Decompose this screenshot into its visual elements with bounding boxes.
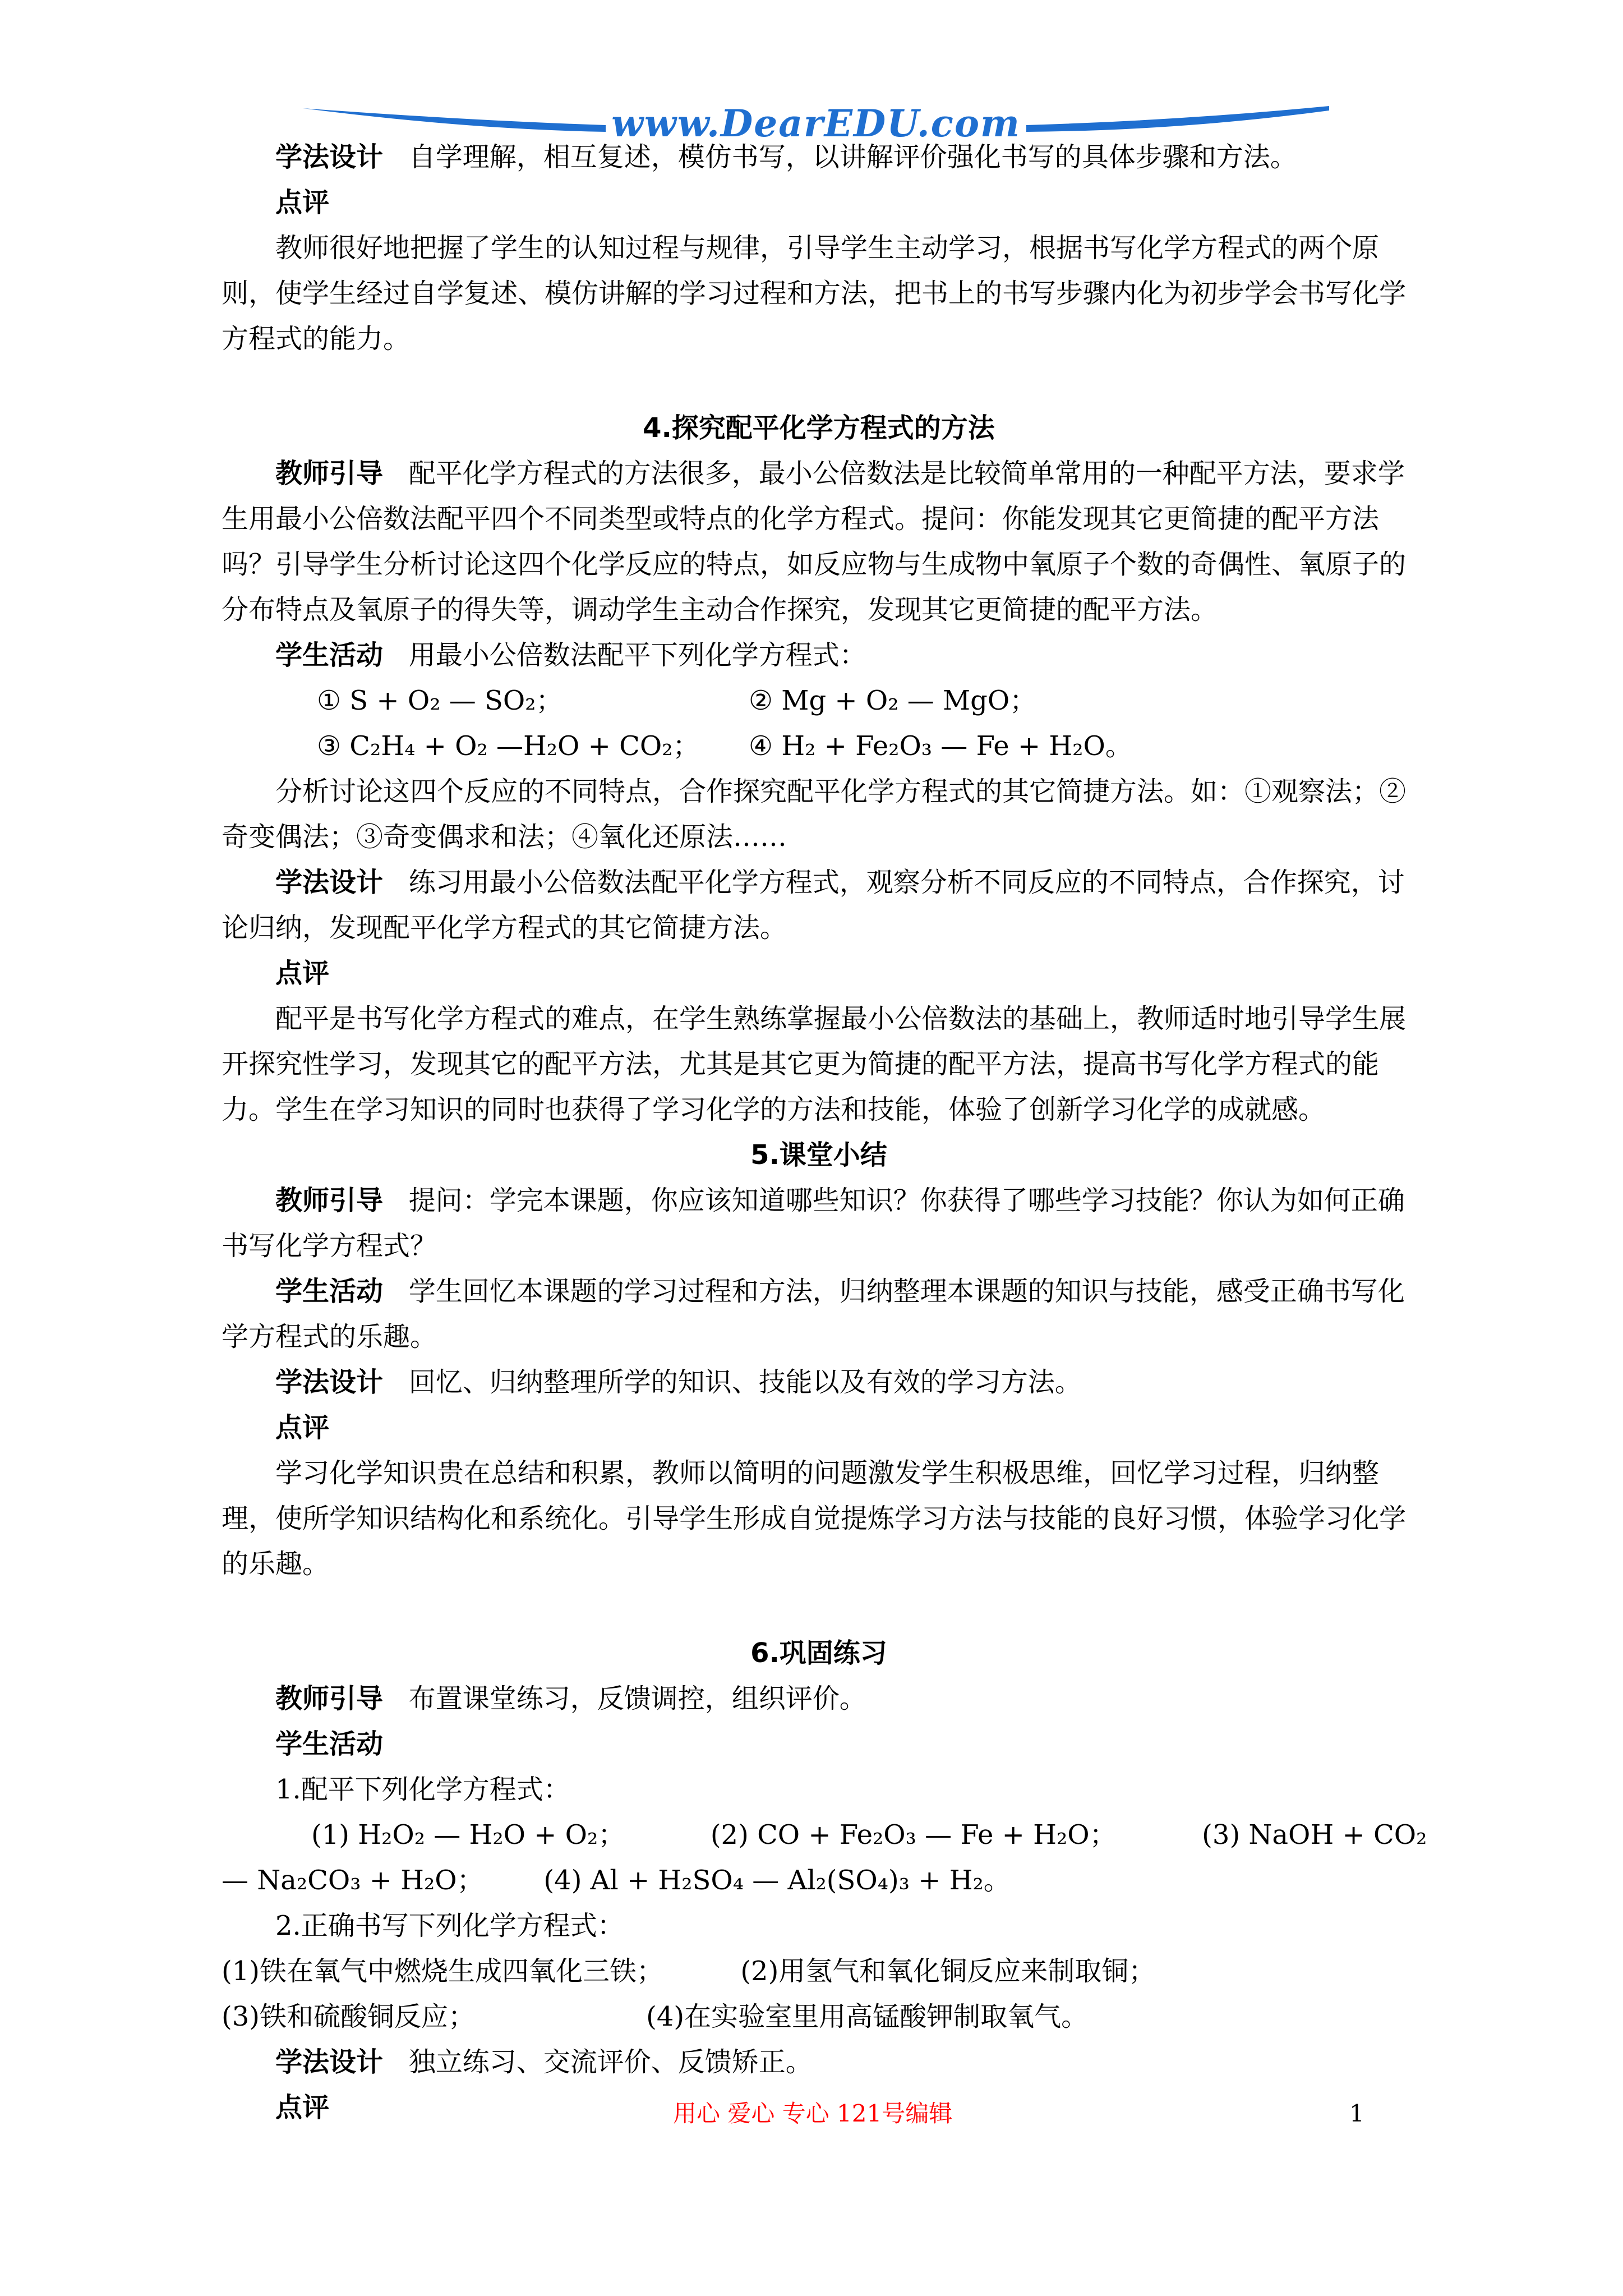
equation-4: ④ H₂ + Fe₂O₃ — Fe + H₂O。	[749, 730, 1132, 762]
s6-teacher-text: 布置课堂练习，反馈调控，组织评价。	[408, 1683, 866, 1714]
logo-text: www.DearEDU.com	[611, 102, 1021, 145]
s5-student-paragraph	[222, 1269, 1416, 1360]
s5-teacher-paragraph	[222, 1178, 1416, 1269]
s6-teacher-paragraph	[222, 1676, 1416, 1722]
s4-equation-row-2	[222, 724, 1416, 769]
s5-comment-label: 点评	[275, 1412, 330, 1443]
s5-student-text: 学生回忆本课题的学习过程和方法，归纳整理本课题的知识与技能，感受正确书写化学方程式的乐趣。	[222, 1276, 1405, 1352]
s6-q2-line-1: (1)铁在氧气中燃烧生成四氧化三铁； (2)用氢气和氧化铜反应来制取铜；	[222, 1955, 1156, 1987]
s4-teacher-text: 配平化学方程式的方法很多，最小公倍数法是比较简单常用的一种配平方法，要求学生用最小公倍数法配平四个不同类型或特点的化学方程式。提问：你能发现其它更简捷的配平方法吗？引导学生分析讨论这四个化学反应的特点，如反应物与生成物中氧原子个数的奇偶性、氧原子的分布特点及氧原子的得失等，调动学生主动合作探究，发现其它更简捷的配平方法。	[222, 458, 1407, 625]
s6-q1-title: 1.配平下列化学方程式：	[275, 1774, 570, 1805]
s4-discussion: 分析讨论这四个反应的不同特点，合作探究配平化学方程式的其它简捷方法。如：①观察法；②奇变偶法；③奇变偶求和法；④氧化还原法……	[222, 776, 1407, 853]
s6-q2-line-2: (3)铁和硫酸铜反应； (4)在实验室里用高锰酸钾制取氧气。	[222, 2001, 1089, 2032]
s4-method-label: 学法设计	[275, 867, 384, 898]
s5-title: 5.课堂小结	[750, 1139, 887, 1171]
s3-comment-text: 教师很好地把握了学生的认知过程与规律，引导学生主动学习，根据书写化学方程式的两个原则，使学生经过自学复述、模仿讲解的学习过程和方法，把书上的书写步骤内化为初步学会书写化学方程式的能力。	[222, 232, 1407, 355]
s6-student-label: 学生活动	[275, 1728, 384, 1760]
s6-title: 6.巩固练习	[750, 1637, 887, 1669]
s6-method-text: 独立练习、交流评价、反馈矫正。	[408, 2046, 813, 2078]
equation-1: ① S + O₂ — SO₂；	[317, 685, 563, 716]
s3-method-paragraph	[222, 135, 1416, 180]
s4-method-text: 练习用最小公倍数法配平化学方程式，观察分析不同反应的不同特点，合作探究，讨论归纳，发现配平化学方程式的其它简捷方法。	[222, 867, 1405, 944]
s5-method-paragraph	[222, 1360, 1416, 1405]
equation-3: ③ C₂H₄ + O₂ —H₂O + CO₂；	[317, 730, 700, 762]
page-number: 1	[1349, 2100, 1364, 2127]
s5-teacher-label: 教师引导	[275, 1185, 384, 1216]
page-footer	[0, 2091, 1623, 2136]
footer-text: 用心 爱心 专心 121号编辑	[673, 2100, 953, 2127]
s4-student-text: 用最小公倍数法配平下列化学方程式：	[408, 639, 866, 671]
s6-comment-label: 点评	[275, 2092, 330, 2123]
s6-method-paragraph	[222, 2040, 1416, 2085]
s4-comment-label: 点评	[275, 958, 330, 989]
s4-method-paragraph	[222, 860, 1416, 951]
s6-q2-title: 2.正确书写下列化学方程式：	[275, 1910, 624, 1941]
document-body	[222, 135, 1427, 2131]
s4-equation-row-1	[222, 678, 1416, 724]
equation-2: ② Mg + O₂ — MgO；	[749, 685, 1037, 716]
s4-title: 4.探究配平化学方程式的方法	[643, 412, 995, 444]
s6-method-label: 学法设计	[275, 2046, 384, 2078]
s5-student-label: 学生活动	[275, 1276, 384, 1307]
s4-comment-text: 配平是书写化学方程式的难点，在学生熟练掌握最小公倍数法的基础上，教师适时地引导学生展开探究性学习，发现其它的配平方法，尤其是其它更为简捷的配平方法，提高书写化学方程式的能力。学生在学习知识的同时也获得了学习化学的方法和技能，体验了创新学习化学的成就感。	[222, 1003, 1407, 1125]
s4-student-paragraph	[222, 633, 1416, 678]
s6-q1-line-2: — Na₂CO₃ + H₂O； (4) Al + H₂SO₄ — Al₂(SO₄)₃ + H₂。	[222, 1865, 1011, 1896]
s6-q1-line-1: (1) H₂O₂ — H₂O + O₂； (2) CO + Fe₂O₃ — Fe + H₂O； (3) NaOH + CO₂	[311, 1819, 1427, 1851]
s4-teacher-paragraph	[222, 451, 1416, 633]
s3-method-text: 自学理解，相互复述，模仿书写，以讲解评价强化书写的具体步骤和方法。	[408, 141, 1297, 173]
s5-comment-text: 学习化学知识贵在总结和积累，教师以简明的问题激发学生积极思维，回忆学习过程，归纳整理，使所学知识结构化和系统化。引导学生形成自觉提炼学习方法与技能的良好习惯，体验学习化学的乐趣。	[222, 1457, 1407, 1580]
s4-teacher-label: 教师引导	[275, 458, 384, 489]
s3-method-label: 学法设计	[275, 141, 384, 173]
s5-method-text: 回忆、归纳整理所学的知识、技能以及有效的学习方法。	[408, 1366, 1082, 1398]
s5-method-label: 学法设计	[275, 1366, 384, 1398]
s3-comment-label: 点评	[275, 187, 330, 218]
s4-student-label: 学生活动	[275, 639, 384, 671]
s6-teacher-label: 教师引导	[275, 1683, 384, 1714]
s5-teacher-text: 提问：学完本课题，你应该知道哪些知识？你获得了哪些学习技能？你认为如何正确书写化学方程式？	[222, 1185, 1405, 1262]
